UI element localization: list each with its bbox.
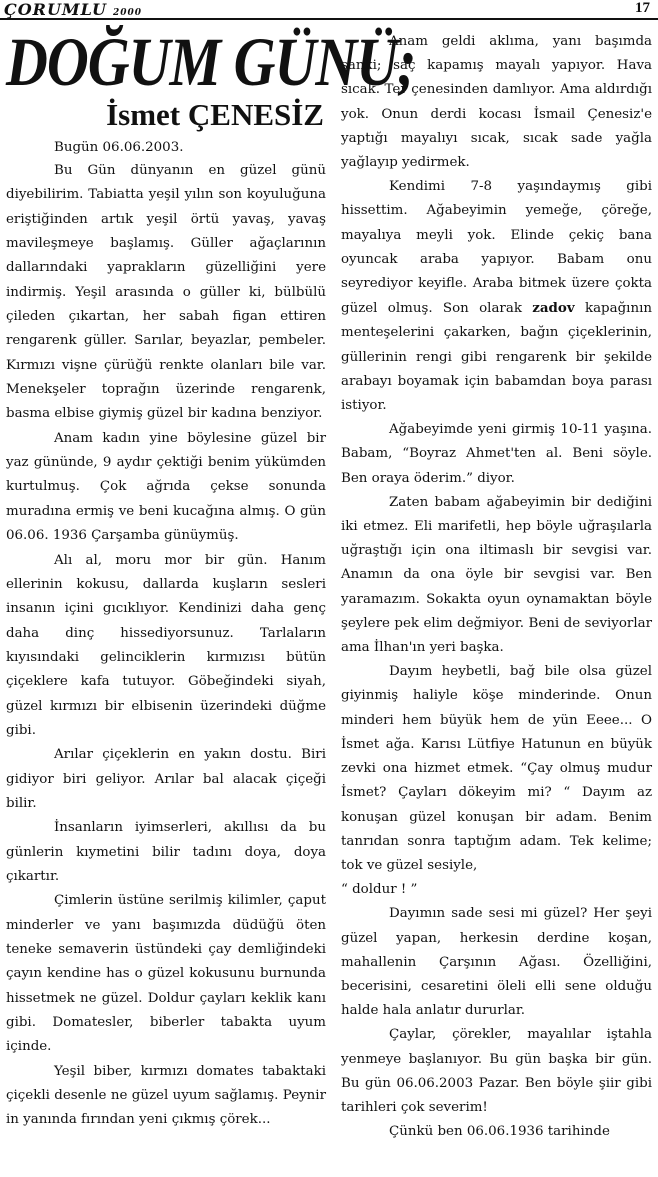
right-column [341,30,652,1177]
paragraph: Çünkü ben 06.06.1936 tarihinde [389,1124,610,1140]
header-rule [0,18,658,20]
paragraph: Çaylar, çörekler, mayalılar iştahla yenmeye başlanıyor. Bu gün başka bir gün. Bu gün 06.06.2003 Pazar. Ben böyle şiir gibi tarihleri çok severim! [341,1027,652,1115]
brand-year: 2000 [112,8,143,18]
article-author: İsmet ÇENESİZ [106,97,324,132]
paragraph: Dayımın sade sesi mi güzel? Her şeyi güzel yapan, herkesin derdine koşan, mahallenin Çarşının Ağası. Özelliğini, becerisini, cesaretini öleli elli sene olduğu halde hala anlatır dururlar. [341,906,652,1019]
brand-name: ÇORUMLU [4,0,107,19]
paragraph: Ağabeyimde yeni girmiş 10-11 yaşına. Babam, “Boyraz Ahmet'ten al. Beni söyle. Ben oraya öderim.” diyor. [341,422,652,486]
left-column [6,23,416,1177]
newspaper-brand [4,0,142,19]
paragraph: Dayım heybetli, bağ bile olsa güzel giyinmiş haliyle köşe minderinde. Onun minderi hem büyük hem de yün Eeee... O İsmet ağa. Karısı Lütfiye Hatunun en büyük zevki ona hizmet etmek. “Çay olmuş mudur İsmet? Çayları dökeyim mi? “ Dayım az konuşan güzel konuşan bir adam. Benim tanrıdan sonra taptığım adam. Tek kelime; tok ve güzel sesiyle, [341,664,652,873]
paragraph: İnsanların iyimserleri, akıllısı da bu günlerin kıymetini bilir tadını doya, doya çıkartır. [6,820,326,884]
paragraph: Yeşil biber, kırmızı domates tabaktaki çiçekli desenle ne güzel uyum sağlamış. Peynir in yanında fırından yeni çıkmış çörek... [6,1063,326,1128]
paragraph: Bu Gün dünyanın en güzel günü diyebilirim. Tabiatta yeşil yılın son koyuluğuna eriştiğinden artık yeşil örtü yavaş, yavaş mavileşmeye başlamış. Güller ağaçlarının dallarındaki yaprakların güzelliğini yere indirmiş. Yeşil arasında o güller ki, bülbülü çileden çıkartan, her sabah figan ettiren rengarenk güller. Sarılar, beyazlar, pembeler. Kırmızı vişne çürüğü renkte olanları bile var. Menekşeler toprağın üzerinde rengarenk, basma elbise giymiş güzel bir kadına benziyor. [6,163,326,422]
article-title: DOĞUM GÜNÜ; [6,23,416,101]
page-number: 17 [635,0,650,16]
quote-line: “ doldur ! ” [341,882,418,898]
bold-word: zadov [532,300,575,317]
paragraph: Anam geldi aklıma, yanı başımda sanki; saç kapamış mayalı yapıyor. Hava sıcak. Ter çenesinden damlıyor. Ama aldırdığı yok. Onun derdi kocası İsmail Çenesiz'e yaptığı mayalıyı sıcak, sıcak sade yağla yağlayıp yedirmek. [341,34,652,171]
paragraph: Çimlerin üstüne serilmiş kilimler, çaput minderler ve yanı başımızda düdüğü öten teneke semaverin üstündeki çay demliğindeki çayın kendine has o güzel kokusunu burnunda hissetmek ne güzel. Doldur çayları keklik kanı gibi. Domatesler, biberler tabakta uyum içinde. [6,893,326,1055]
text-run: Kendimi 7-8 yaşındaymış gibi hissettim. Ağabeyimin yemeğe, çöreğe, mayalıya meyli yok. Elinde çekiç bana oyuncak araba yapıyor. Babam onu seyrediyor keyifle. Araba bitmek üzere çokta güzel olmuş. Son olarak [341,179,652,317]
date-line: Bugün 06.06.2003. [54,140,184,155]
paragraph: Alı al, moru mor bir gün. Hanım ellerinin kokusu, dallarda kuşların sesleri insanın içini gıcıklıyor. Kendinizi daha genç daha dinç hissediyorsunuz. Tarlaların kıyısındaki gelinciklerin kırmızısı bütün çiçeklere kafa tutuyor. Göbeğindeki siyah, güzel kırmızı bir elbisenin üzerindeki düğme gibi. [6,552,326,738]
paragraph: Anam kadın yine böylesine güzel bir yaz gününde, 9 aydır çektiği benim yükümden kurtulmuş. Çok ağrıda çekse sonunda muradına ermiş ve beni kucağına almış. O gün 06.06. 1936 Çarşamba günüymüş. [6,430,326,544]
page-header [0,0,658,22]
paragraph: Arılar çiçeklerin en yakın dostu. Biri gidiyor biri geliyor. Arılar bal alacak çiçeği bilir. [6,747,326,811]
paragraph [341,175,652,418]
paragraph: Zaten babam ağabeyimin bir dediğini iki etmez. Eli marifetli, hep böyle uğraşılarla uğraştığı için ona iltimaslı bir sevgisi var. Anamın da ona öyle bir sevgisi var. Ben yaramazım. Sokakta oyun oynamaktan böyle şeylere pek elim değmiyor. Beni de seviyorlar ama İlhan'ın yeri başka. [341,494,652,656]
text-run: kapağının menteşelerini çakarken, bağın çiçeklerinin, güllerinin rengi gibi rengarenk bir şekilde arabayı boyamak için babamdan boya parası istiyor. [341,301,652,414]
